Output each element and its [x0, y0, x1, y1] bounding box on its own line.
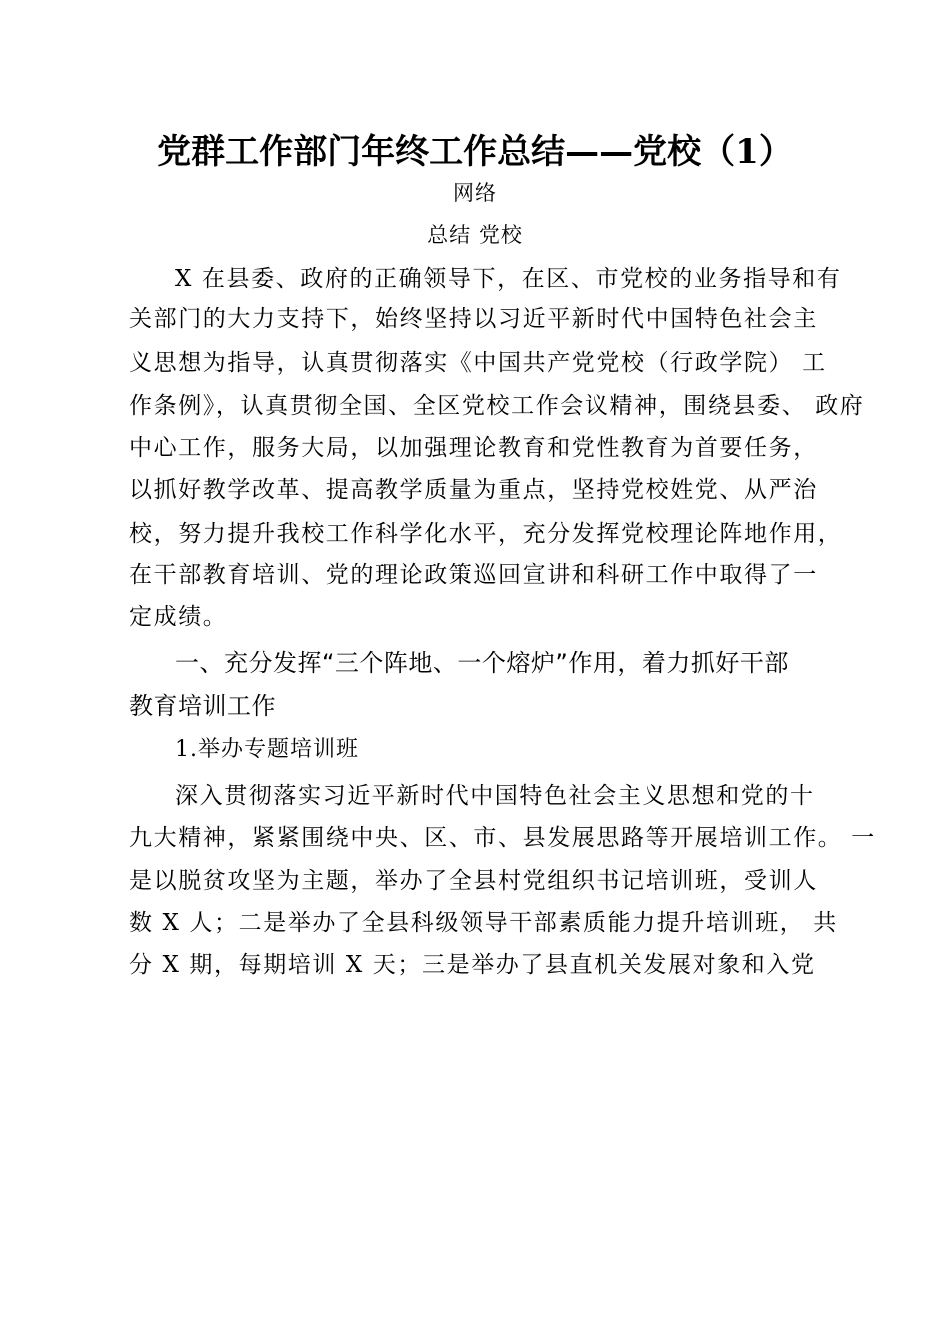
intro-line: 以抓好教学改革、提高教学质量为重点，坚持党校姓党、从严治 [129, 477, 818, 503]
section-heading-line: 一、充分发挥“三个阵地、一个熔炉”作用，着力抓好干部 [175, 649, 789, 677]
subsection-title: 1.举办专题培训班 [175, 737, 359, 762]
intro-line: 定成绩。 [129, 604, 228, 630]
intro-line: 中心工作，服务大局，以加强理论教育和党性教育为首要任务， [129, 435, 818, 461]
intro-line: 校，努力提升我校工作科学化水平，充分发挥党校理论阵地作用， [129, 521, 843, 547]
intro-line: X 在县委、政府的正确领导下，在区、市党校的业务指导和有 [175, 266, 842, 292]
subsection-line: 数 X 人；二是举办了全县科级领导干部素质能力提升培训班， 共 [129, 910, 838, 936]
document-title: 党群工作部门年终工作总结——党校（1） [157, 132, 793, 172]
intro-line: 作条例》，认真贯彻全国、全区党校工作会议精神，围绕县委、 政府 [129, 393, 865, 419]
intro-line: 义思想为指导，认真贯彻落实《中国共产党党校（行政学院） 工 [129, 350, 827, 376]
intro-line: 关部门的大力支持下，始终坚持以习近平新时代中国特色社会主 [129, 306, 818, 332]
subsection-line: 是以脱贫攻坚为主题，举办了全县村党组织书记培训班，受训人 [129, 868, 818, 894]
document-source: 网络 [453, 181, 497, 205]
document-tags: 总结 党校 [427, 223, 523, 247]
subsection-line: 九大精神，紧紧围绕中央、区、市、县发展思路等开展培训工作。 一 [129, 825, 876, 851]
subsection-line: 分 X 期，每期培训 X 天；三是举办了县直机关发展对象和入党 [129, 952, 816, 978]
subsection-line: 深入贯彻落实习近平新时代中国特色社会主义思想和党的十 [175, 783, 815, 809]
section-heading-line: 教育培训工作 [129, 692, 276, 720]
intro-line: 在干部教育培训、党的理论政策巡回宣讲和科研工作中取得了一 [129, 562, 818, 588]
